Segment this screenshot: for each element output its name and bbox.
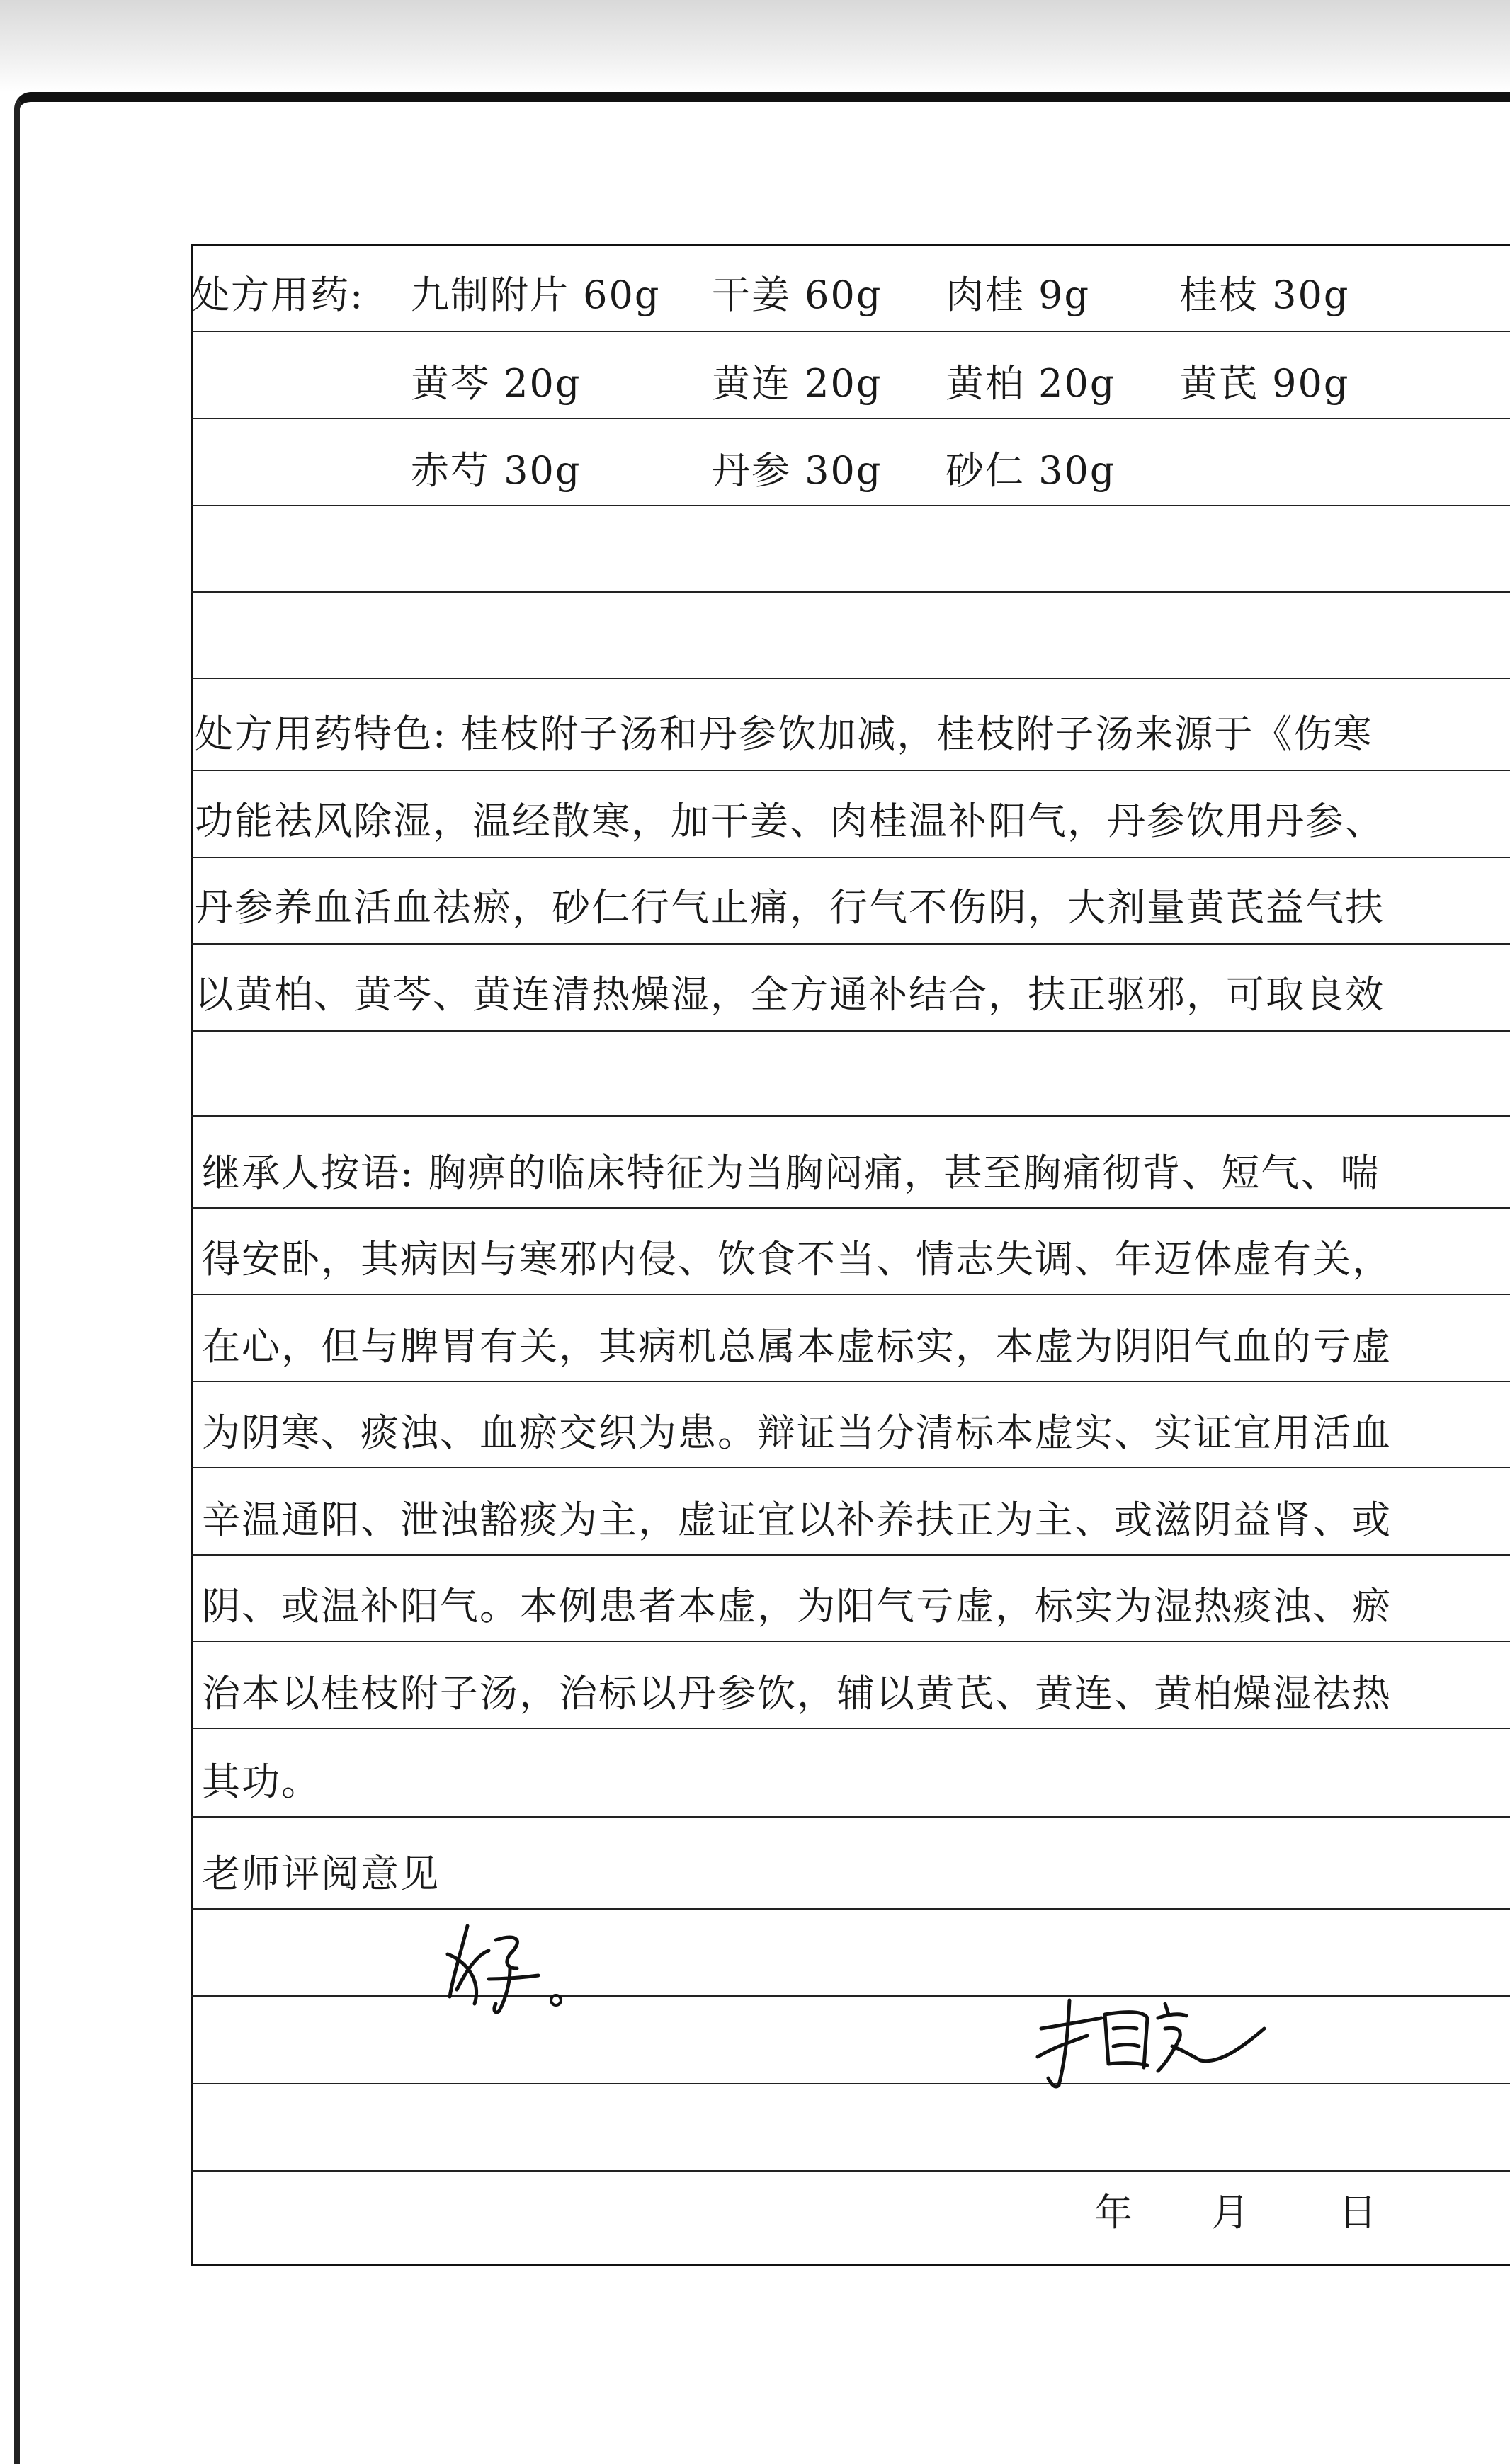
commentary-line: 得安卧，其病因与寒邪内侵、饮食不当、情志失调、年迈体虚有关， (202, 1237, 1392, 1282)
herb-item: 肉桂 9g (946, 273, 1091, 317)
date-month: 月 (1211, 2190, 1251, 2235)
herb-item: 赤芍 30g (411, 448, 581, 493)
features-line: 以黄柏、黄芩、黄连清热燥湿，全方通补结合，扶正驱邪，可取良效 (195, 972, 1385, 1017)
rule-line (191, 1995, 1510, 1997)
herb-item: 干姜 60g (712, 273, 882, 317)
rule-line (191, 2170, 1510, 2172)
herb-item: 九制附片 60g (411, 273, 661, 317)
herb-item: 黄芩 20g (411, 361, 581, 406)
rule-line (191, 591, 1510, 593)
rule-line (191, 1207, 1510, 1209)
rule-line (191, 2083, 1510, 2084)
features-line: 处方用药特色: 桂枝附子汤和丹参饮加减，桂枝附子汤来源于《伤寒 (195, 712, 1373, 756)
features-line: 功能祛风除湿，温经散寒，加干姜、肉桂温补阳气，丹参饮用丹参、 (195, 799, 1385, 843)
rule-line (191, 1908, 1510, 1910)
commentary-line: 在心，但与脾胃有关，其病机总属本虚标实，本虚为阴阳气血的亏虚 (202, 1324, 1392, 1369)
rule-line (191, 857, 1510, 858)
rule-line (191, 1554, 1510, 1556)
rule-line (191, 678, 1510, 679)
rule-line (191, 1381, 1510, 1382)
herb-item: 黄芪 90g (1179, 361, 1350, 406)
scanner-top-edge (0, 0, 1510, 92)
rule-line (191, 1467, 1510, 1468)
rule-line (191, 1030, 1510, 1032)
commentary-line: 治本以桂枝附子汤，治标以丹参饮，辅以黄芪、黄连、黄柏燥湿祛热 (202, 1671, 1392, 1716)
date-day: 日 (1339, 2190, 1378, 2235)
commentary-line: 其功。 (202, 1759, 321, 1804)
commentary-line: 阴、或温补阳气。本例患者本虚，为阳气亏虚，标实为湿热痰浊、瘀 (202, 1584, 1392, 1629)
rule-line (191, 943, 1510, 945)
features-line: 丹参养血活血祛瘀，砂仁行气止痛，行气不伤阴，大剂量黄芪益气扶 (195, 885, 1385, 930)
rule-line (191, 1641, 1510, 1642)
rule-line (191, 1115, 1510, 1117)
commentary-line: 为阴寒、痰浊、血瘀交织为患。辩证当分清标本虚实、实证宜用活血 (202, 1410, 1392, 1455)
rule-line (191, 505, 1510, 506)
commentary-line: 辛温通阳、泄浊豁痰为主，虚证宜以补养扶正为主、或滋阴益肾、或 (202, 1498, 1392, 1542)
commentary-line: 继承人按语: 胸痹的临床特征为当胸闷痛，甚至胸痛彻背、短气、喘 (202, 1151, 1380, 1195)
handwritten-comment (439, 1912, 581, 2025)
rule-line (191, 1294, 1510, 1295)
herb-item: 黄柏 20g (946, 361, 1116, 406)
prescription-label: 处方用药: (191, 273, 365, 317)
rule-line (191, 770, 1510, 771)
rule-line (191, 331, 1510, 332)
date-year: 年 (1094, 2190, 1134, 2235)
herb-item: 黄连 20g (712, 361, 882, 406)
herb-item: 砂仁 30g (946, 448, 1116, 493)
rule-line (191, 1816, 1510, 1818)
review-label: 老师评阅意见 (202, 1852, 440, 1896)
rule-line (191, 1728, 1510, 1729)
rule-line (191, 418, 1510, 419)
signature (1027, 1986, 1275, 2099)
herb-item: 丹参 30g (712, 448, 882, 493)
herb-item: 桂枝 30g (1179, 273, 1350, 317)
